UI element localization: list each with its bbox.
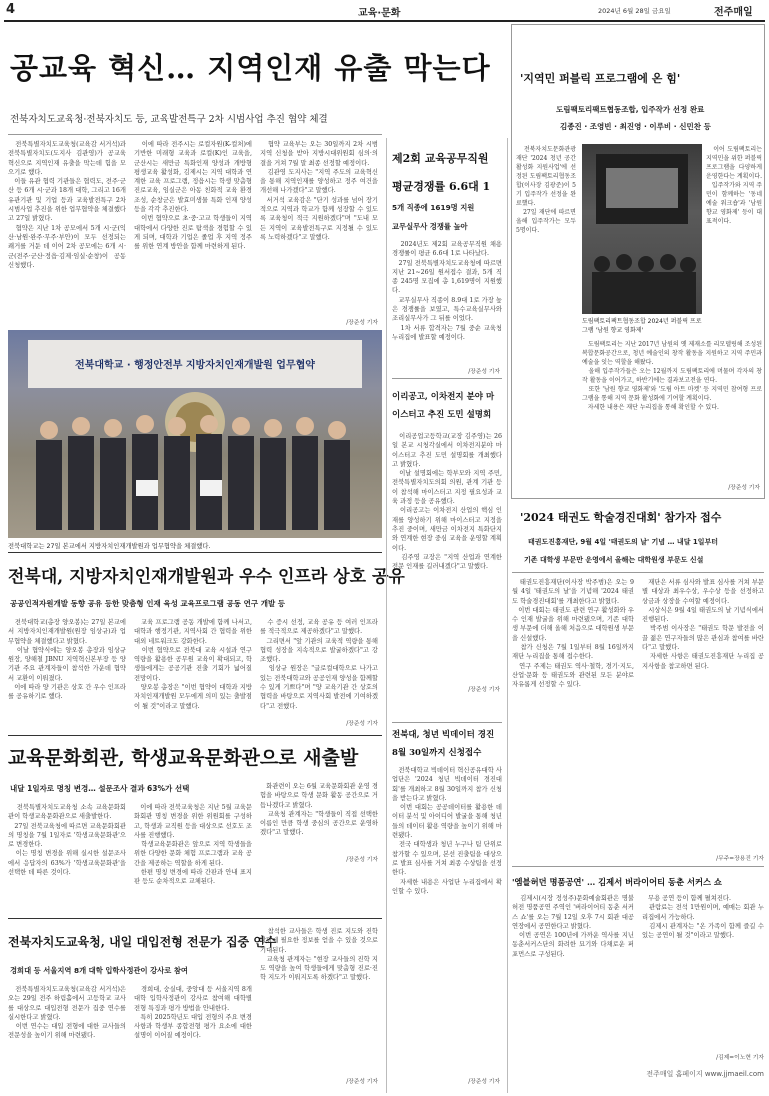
article7-body: 전북대학교 빅데이터 혁신공유대학 사업단은 '2024 청년 빅데이터 경진대회'를 개최하고 8월 30일까지 참가 신청을 받는다고 밝혔다. 이번 대회는 공공데이터를 활용한 데이터 분석 및 아이디어 발굴을 통해 청년들의 데이터 활용 역량을 높이기 위해 마련됐다. 전국 대학생과 청년 누구나 팀 단위로 참가할 수 있으며, 본선 진출팀을 대상으로 발표 심사를 거쳐 최종 수상팀을 선정한다. 자세한 내용은 사업단 누리집에서 확인할 수 있다. — [392, 767, 503, 895]
article5-body: 2024년도 제2회 교육공무직원 채용 경쟁률이 평균 6.6대 1로 나타났다. 27일 전북특별자치도교육청에 따르면 지난 21~26일 원서접수 결과, 5개 직종 245명 모집에 총 1,619명이 지원했다. 교무실무사 직종이 8.9대 1로 가장 높은 경쟁률을 보였고, 특수교육실무사와 조리실무사가 그 뒤를 이었다. 1차 서류 합격자는 7월 중순 교육청 누리집에 발표할 예정이다. — [392, 241, 502, 341]
article3-col1: 전북특별자치도교육청 소속 교육문화회관이 학생교육문화관으로 새출발한다. 27일 전북교육청에 따르면 교육문화회관의 명칭을 7월 1일자로 '학생교육문화관'으로 변경한다. 이는 명칭 변경을 위해 실시한 설문조사에서 응답자의 63%가 '학생교육문화관'을 선택한 데 따른 것이다. — [8, 804, 126, 877]
article5-subhead: 5개 직종에 1619명 지원 — [392, 203, 475, 212]
page-number: 4 — [6, 2, 16, 17]
article3-credit: /장준성 기자 — [346, 857, 378, 863]
paper-name: 전주매일 — [714, 7, 753, 18]
audience — [592, 254, 696, 314]
article2-col3: 수 증시 선정, 교육 공유 등 여러 인프라를 적극적으로 제공하겠다"고 말했다. 그리면서 "앞 기관의 교육적 역량을 통해 협력 성장을 지속적으로 발굴하겠다"고 강조했다. 임상규 원장은 "글로컬대학으로 나가고 있는 전북대학교와 공공인재 양성을 함께할 수 있게 기쁘다"며 "양 교육기관 간 상호의 협력을 바탕으로 지역사회 발전에 기여하겠다"고 전했다. — [260, 619, 378, 710]
article1-headline: 공교육 혁신… 지역인재 유출 막는다 — [10, 51, 491, 85]
article7-credit: /장준성 기자 — [468, 1079, 500, 1085]
article5-subhead2: 교무실무사 경쟁률 높아 — [392, 222, 468, 231]
article9-headline: '2024 태권도 학술경진대회' 참가자 접수 — [520, 511, 722, 524]
header-rule — [4, 20, 765, 22]
article10-col2: 무용 공연 등이 함께 펼쳐진다. 관람료는 전석 1만원이며, 예매는 회관 누리집에서 가능하다. 김제시 관계자는 "온 가족이 함께 즐길 수 있는 공연이 될 것"이라고 말했다. — [642, 895, 764, 940]
article2-col2: 교육 프로그램 공동 개발에 함께 나서고, 대학과 행정기관, 지역사회 간 협력을 위한 대외 네트워크도 강화한다. 이번 협약으로 전북대 교육 시설과 연구 역량을 활용한 공무원 교육이 확대되고, 학생들에게는 공공기관 진출 기회가 넓어질 전망이다. 양오봉 총장은 "이번 협약이 대학과 지방자치인재개발원 모두에게 의미 있는 출발점이 될 것"이라고 말했다. — [134, 619, 252, 710]
article8-credit: /장준성 기자 — [728, 485, 760, 491]
footer-site[interactable]: 전주매일 홈페이지 www.jjmaeil.com — [646, 1070, 764, 1078]
article9-subhead2: 기존 대학생 부문만 운영에서 올해는 대학원생 부문도 신설 — [524, 556, 704, 564]
article10-headline: '엠블허던 명품공연' … 김제서 버라이어티 동춘 서커스 쇼 — [512, 877, 722, 887]
article1-rule — [8, 134, 382, 135]
article4-col1: 전북특별자치도교육청(교육감 서거석)은 오는 29일 전주 하림홀에서 고등학교 교사를 대상으로 대입전형 전문가 집중 연수를 실시한다고 밝혔다. 이번 연수는 대입 전형에 대한 교사들의 전문성을 높이기 위해 마련됐다. — [8, 986, 126, 1040]
article8-col1: 전북자치도문화관광재단 '2024 청년 공간 활성화 지원사업'에 선정된 도림팩토리협동조합(이사장 김광준)이 5기 입주작가 선정을 완료했다. 27일 재단에 따르면 올해 입주작가는 모두 5명이다. — [516, 146, 576, 234]
article5-headline: 제2회 교육공무직원 평균경쟁률 6.6대 1 — [392, 152, 491, 193]
article6-top-rule — [392, 378, 502, 379]
issue-date: 2024년 6월 28일 금요일 — [598, 7, 671, 15]
article1-col2: 이에 따라 전주시는 로컬자원(K-컬처)에 기반한 미래형 교육과 로컬(K)인 교육을, 군산시는 새만금 특화인재 양성과 개방형 평생교육 활성화, 김제시는 지역 대학과 연계한 교육 프로그램, 정읍시는 학생 맞춤형 진로교육, 임실군은 아동 친화적 교육 환경 조성, 순창군은 발효미생물 특화 인재 양성 등을 각각 추진한다. 이번 협약으로 초·중·고교 학생들이 지역 대학에서 다양한 진로 탐색을 경험할 수 있게 되며, 대학과 기업은 졸업 후 지역 정주를 위한 연계 방안을 함께 마련하게 된다. — [134, 141, 252, 251]
article9-col1: 태권도진흥재단(이사장 박주범)은 오는 9월 4일 '태권도의 날'을 기념해 '2024 태권도 학술경진대회'를 개최한다고 밝혔다. 이번 대회는 태권도 관련 연구 활성화와 우수 인재 발굴을 위해 마련됐으며, 기존 대학생 부문에 더해 올해 처음으로 대학원생 부문을 신설했다. 참가 신청은 7월 1일부터 8월 16일까지 재단 누리집을 통해 접수한다. 연구 주제는 태권도 역사·철학, 경기·지도, 산업·문화 등 태권도와 관련된 모든 분야로 자유롭게 선정할 수 있다. — [512, 579, 634, 689]
article3-subhead: 내달 1일자로 명칭 변경… 설문조사 결과 63%가 선택 — [10, 784, 190, 793]
article9-credit: /무주=장용진 기자 — [716, 856, 764, 862]
article6-body: 이리공업고등학교(교장 김주영)는 26일 본교 시청각실에서 이차전지분야 마이스터고 추진 도민 설명회를 개최했다고 밝혔다. 이날 설명회에는 학부모와 지역 주민, 전북특별자치도의회 의원, 관계 기관 등이 참석해 마이스터고 지정 필요성과 교육 과정 등을 공유했다. 이리공고는 이차전지 산업의 핵심 인재를 양성하기 위해 마이스터고 지정을 추진 중이며, 새만금 이차전지 특화단지와 연계한 현장 중심 교육을 운영할 계획이다. 김주영 교장은 "지역 산업과 연계한 전문 인재를 길러내겠다"고 말했다. — [392, 433, 503, 571]
column-divider-right — [507, 138, 508, 1093]
article8-headline: '지역민 퍼블릭 프로그램에 온 힘' — [520, 72, 681, 85]
article5-credit: /장준성 기자 — [468, 369, 500, 375]
article7-headline: 전북대, 청년 빅데이터 경진 8월 30일까지 신청접수 — [392, 730, 495, 758]
article8-body-bottom: 도림팩토리는 지난 2017년 남원의 옛 제재소를 리모델링해 조성된 복합문화공간으로, 청년 예술인의 창작 활동을 지원하고 지역 주민과 예술을 잇는 역할을 해왔다. 올해 입주작가들은 오는 12월까지 도림팩토리에 머물며 각자의 창작 활동을 이어가고, 하반기에는 결과보고전을 연다. 또한 '남원 향교 영화제'와 '도림 아트 마켓' 등 지역민 참여형 프로그램을 통해 지역 문화 활성화에 기여할 계획이다. 자세한 내용은 재단 누리집을 통해 확인할 수 있다. — [582, 341, 762, 411]
photo1-caption: 전북대학교는 27일 본교에서 지방자치인재개발원과 업무협약을 체결했다. — [8, 543, 211, 550]
article10-col1: 김제시(시장 정성주)문화예술회관은 명불허전 명품공연 주역인 '버라이어티 동춘 서커스 쇼'를 오는 7월 12일 오후 7시 회관 대공연장에서 공연한다고 밝혔다. 이번 공연은 100년에 가까운 역사를 지닌 동춘서커스단의 화려한 묘기와 다채로운 퍼포먼스로 구성된다. — [512, 895, 634, 958]
article10-top-rule — [512, 866, 764, 867]
article10-credit: /김제=이노현 기자 — [716, 1055, 764, 1061]
article3-col3: 화관련이 오는 6월 교육문화회관 운영 경험을 바탕으로 학생 문화 활동 공간으로 거듭나겠다고 밝혔다. 교육청 관계자는 "학생들이 직접 선택한 이름인 만큼 학생 중심의 공간으로 운영하겠다"고 말했다. — [260, 783, 378, 837]
article9-rule — [512, 572, 764, 573]
article2-headline: 전북대, 지방자치인재개발원과 우수 인프라 상호 공유 — [8, 567, 405, 587]
film-festival-photo — [582, 144, 702, 314]
article3-top-rule — [8, 735, 382, 736]
article2-top-rule — [8, 552, 382, 553]
article7-top-rule — [392, 722, 502, 723]
article3-col2: 이에 따라 전북교육청은 지난 5월 교육문화회관 명칭 변경을 위한 위원회를 구성하고, 학생과 교직원 등을 대상으로 선호도 조사를 진행했다. 학생교육문화관은 앞으로 지역 학생들을 위한 다양한 문화 체험 프로그램과 교육 공간을 제공하는 역할을 하게 된다. 한편 명칭 변경에 따라 간판과 안내 표지판 등도 순차적으로 교체된다. — [134, 804, 252, 886]
article4-headline: 전북자치도교육청, 내일 대입전형 전문가 집중 연수 — [8, 935, 277, 949]
article8-names: 김종진 · 조영빈 · 최진영 · 이루비 · 신민찬 등 — [560, 122, 711, 131]
article1-credit: /장준성 기자 — [346, 320, 378, 326]
article9-subhead: 태권도진흥재단, 9월 4일 '태권도의 날' 기념 … 내달 1일부터 — [528, 538, 719, 546]
article6-headline: 이리공고, 이차전지 분야 마이스터고 추진 도민 설명회 — [392, 392, 495, 420]
article8-col2: 이어 도림팩토리는 지역민을 위한 퍼블릭 프로그램을 다양하게 운영한다는 계획이다. 입주작가와 지역 주민이 함께하는 '동네 예술 워크숍'과 '남원 향교 영화제' 등이 대표적이다. — [706, 146, 762, 225]
article2-subhead: 공공인적자원개발 동향 공유 등한 맞춤형 인재 육성 교육프로그램 공동 연구 개발 등 — [10, 599, 286, 608]
article4-credit: /장준성 기자 — [346, 1079, 378, 1085]
article1-subhead: 전북자치도교육청·전북자치도 등, 교육발전특구 2차 시범사업 추진 협약 체결 — [10, 114, 328, 125]
article4-top-rule — [8, 918, 382, 919]
film-festival-photo-art — [582, 144, 702, 314]
article1-col1: 전북특별자치도교육청(교육감 서거석)과 전북특별자치도(도지사 김관영)가 공교육 혁신으로 지역인재 유출을 막는데 힘을 모으기로 했다. 이들 유관 협력 기관들은 협력도, 전주·군산 등 6개 시·군과 18개 대학, 그리고 16개 유관기관 및 기업 등과 교육발전특구 2차 시범사업 추진을 위한 업무협약을 체결했다고 27일 밝혔다. 협약은 지난 1차 공모에서 5개 시·군(익산·남원·완주·무주·부안)이 모두 선정되는 쾌거를 거둔 데 이어 2차 공모에는 6개 시·군(전주·군산·정읍·김제·임실·순창)이 공동 신청했다. — [8, 141, 126, 269]
ceremony-photo — [8, 330, 382, 538]
section-label: 교육·문화 — [358, 8, 401, 19]
photo-banner-text: 전북대학교 · 행정안전부 지방자치인재개발원 업무협약 — [75, 360, 315, 371]
article1-col3: 협약 교육부는 오는 30일까지 2차 시범지역 신청을 받아 지방시대위원회 심의·의결을 거쳐 7월 말 최종 선정할 예정이다. 김관영 도지사는 "지역 주도의 교육혁신을 통해 지역인재를 양성하고 정주 여건을 개선해 나가겠다"고 말했다. 서거석 교육감은 "단기 성과를 넘어 장기적으로 지역과 학교가 함께 성장할 수 있도록 교육청이 적극 지원하겠다"며 "도내 모든 지역이 교육발전특구로 지정될 수 있도록 노력하겠다"고 말했다. — [260, 141, 378, 241]
article3-headline: 교육문화회관, 학생교육문화관으로 새출발 — [8, 747, 359, 769]
article4-col2: 경희대, 숭실대, 중앙대 등 서울지역 8개 대학 입학사정관이 강사로 참여해 대학별 전형 특징과 평가 방법을 안내한다. 특히 2025학년도 대입 전형의 주요 변경 사항과 학생부 종합전형 평가 요소에 대한 설명이 이어질 예정이다. — [134, 986, 252, 1040]
article2-col1: 전북대학교(총장 양오봉)는 27일 본교에서 지방자치인재개발원(원장 임상규)과 업무협약을 체결했다고 밝혔다. 이날 협약식에는 양오봉 총장과 임상규 원장, 양해철 JBNU 지역혁신본부장 등 양 기관 주요 관계자들이 참석한 가운데 협약서 교환이 이뤄졌다. 이에 따라 양 기관은 상호 간 우수 인프라를 공유하기로 했다. — [8, 619, 126, 701]
article6-credit: /장준성 기자 — [468, 687, 500, 693]
column-divider-left — [386, 138, 387, 1093]
article2-credit: /장준성 기자 — [346, 721, 378, 727]
article9-col2: 재단은 서류 심사와 발표 심사를 거쳐 부문별 대상과 최우수상, 우수상 등을 선정하고 상금과 상장을 수여할 예정이다. 시상식은 9월 4일 태권도의 날 기념식에서 진행된다. 박주범 이사장은 "태권도 학문 발전을 이끌 젊은 연구자들의 많은 관심과 참여를 바란다"고 말했다. 자세한 사항은 태권도진흥재단 누리집 공지사항을 참고하면 된다. — [642, 579, 764, 670]
film-festival-caption: 도림팩토리팩트협동조합 2024년 퍼블릭 프로그램 '남원 향교 영화제' — [582, 318, 702, 334]
article4-subhead: 경희대 등 서울지역 8개 대학 입학사정관이 강사로 참여 — [10, 966, 188, 975]
article8-subhead: 도림팩토리팩트협동조합, 입주작가 선정 완료 — [556, 105, 705, 114]
article4-col3: 참석한 교사들은 학생 진로 지도와 진학 상담에 필요한 정보를 얻을 수 있을 것으로 기대된다. 교육청 관계자는 "현장 교사들의 진학 지도 역량을 높여 학생들에게 맞춤형 진로·진학 지도가 이뤄지도록 하겠다"고 말했다. — [260, 928, 378, 982]
